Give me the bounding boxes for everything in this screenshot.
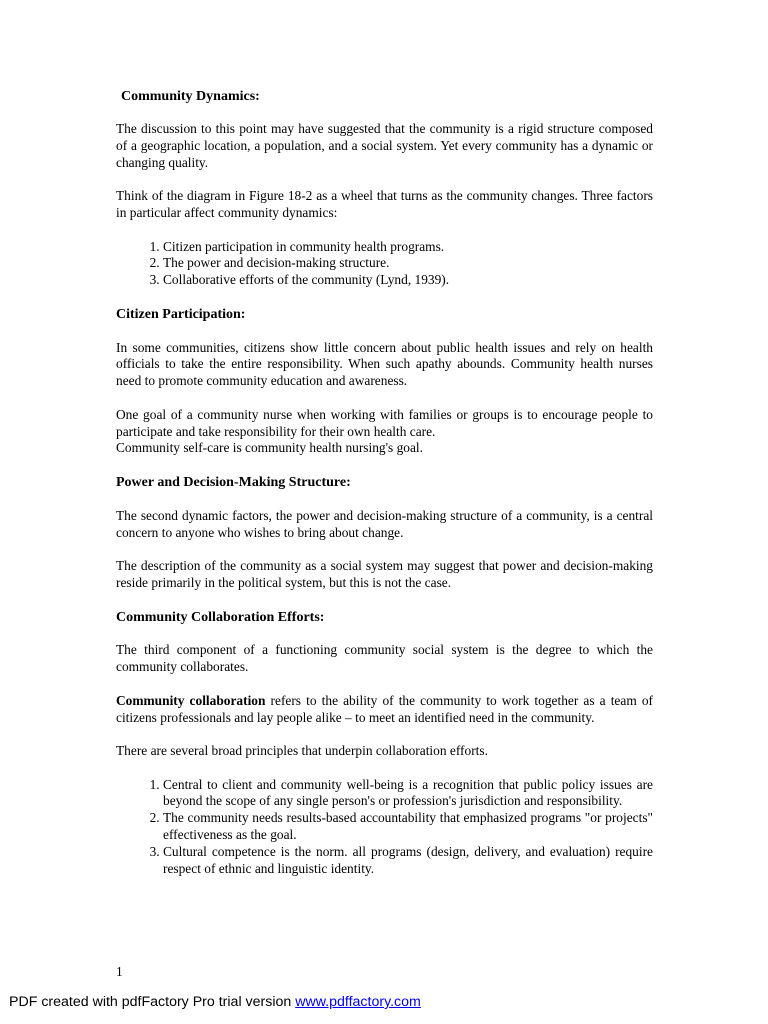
page-content (116, 86, 653, 877)
factors-list (116, 239, 653, 289)
citizen-paragraph-1: In some communities, citizens show little concern about public health issues and rely on health officials to take the entire responsibility. When such apathy abounds. Community health nurses need to promote community education and awareness. (116, 339, 653, 389)
collab-term: Community collaboration (116, 692, 266, 708)
power-paragraph-1: The second dynamic factors, the power and decision-making structure of a community, is a central concern to anyone who wishes to bring about change. (116, 507, 653, 540)
list-item: 3. Cultural competence is the norm. all programs (design, delivery, and evaluation) require respect of ethnic and linguistic identity. (163, 844, 653, 878)
section-heading-power: Power and Decision-Making Structure: (116, 474, 351, 490)
list-item: 1. Central to client and community well-being is a recognition that public policy issues are beyond the scope of any single person's or profession's jurisdiction and responsibility. (163, 777, 653, 811)
citizen-paragraph-2: One goal of a community nurse when working with families or groups is to encourage people to participate and take responsibility for their own health care. (116, 406, 653, 439)
collab-paragraph-3: There are several broad principles that underpin collaboration efforts. (116, 743, 488, 759)
power-paragraph-2: The description of the community as a social system may suggest that power and decision-making reside primarily in the political system, but this is not the case. (116, 558, 653, 590)
principles-list (116, 777, 653, 878)
wheel-paragraph: Think of the diagram in Figure 18-2 as a wheel that turns as the community changes. Three factors in particular affect community dynamics: (116, 188, 653, 220)
list-item: 3. Collaborative efforts of the community (Lynd, 1939). (163, 272, 653, 289)
citizen-paragraph-3: Community self-care is community health nursing's goal. (116, 440, 423, 456)
section-heading-citizen: Citizen Participation: (116, 306, 246, 322)
footer-text: PDF created with pdfFactory Pro trial version (9, 994, 296, 1010)
pdf-footer (9, 994, 421, 1010)
pdffactory-link[interactable]: www.pdffactory.com (295, 994, 421, 1010)
intro-paragraph: The discussion to this point may have suggested that the community is a rigid structure composed of a geographic location, a population, and a social system. Yet every community has a dynamic or changing quality. (116, 121, 653, 170)
collab-paragraph-2 (116, 693, 653, 727)
collab-paragraph-1: The third component of a functioning community social system is the degree to which the community collaborates. (116, 642, 653, 675)
list-item: 2. The community needs results-based accountability that emphasized programs "or projects" effectiveness as the goal. (163, 810, 653, 844)
collab-definition: refers to the ability of the community to work together as a team of citizens professionals and lay people alike – to meet an identified need in the community. (116, 692, 653, 725)
list-item: 2. The power and decision-making structure. (163, 255, 653, 272)
page-number: 1 (116, 964, 123, 979)
page-title: Community Dynamics: (121, 89, 260, 104)
list-item: 1. Citizen participation in community health programs. (163, 239, 653, 256)
section-heading-collab: Community Collaboration Efforts: (116, 609, 325, 625)
